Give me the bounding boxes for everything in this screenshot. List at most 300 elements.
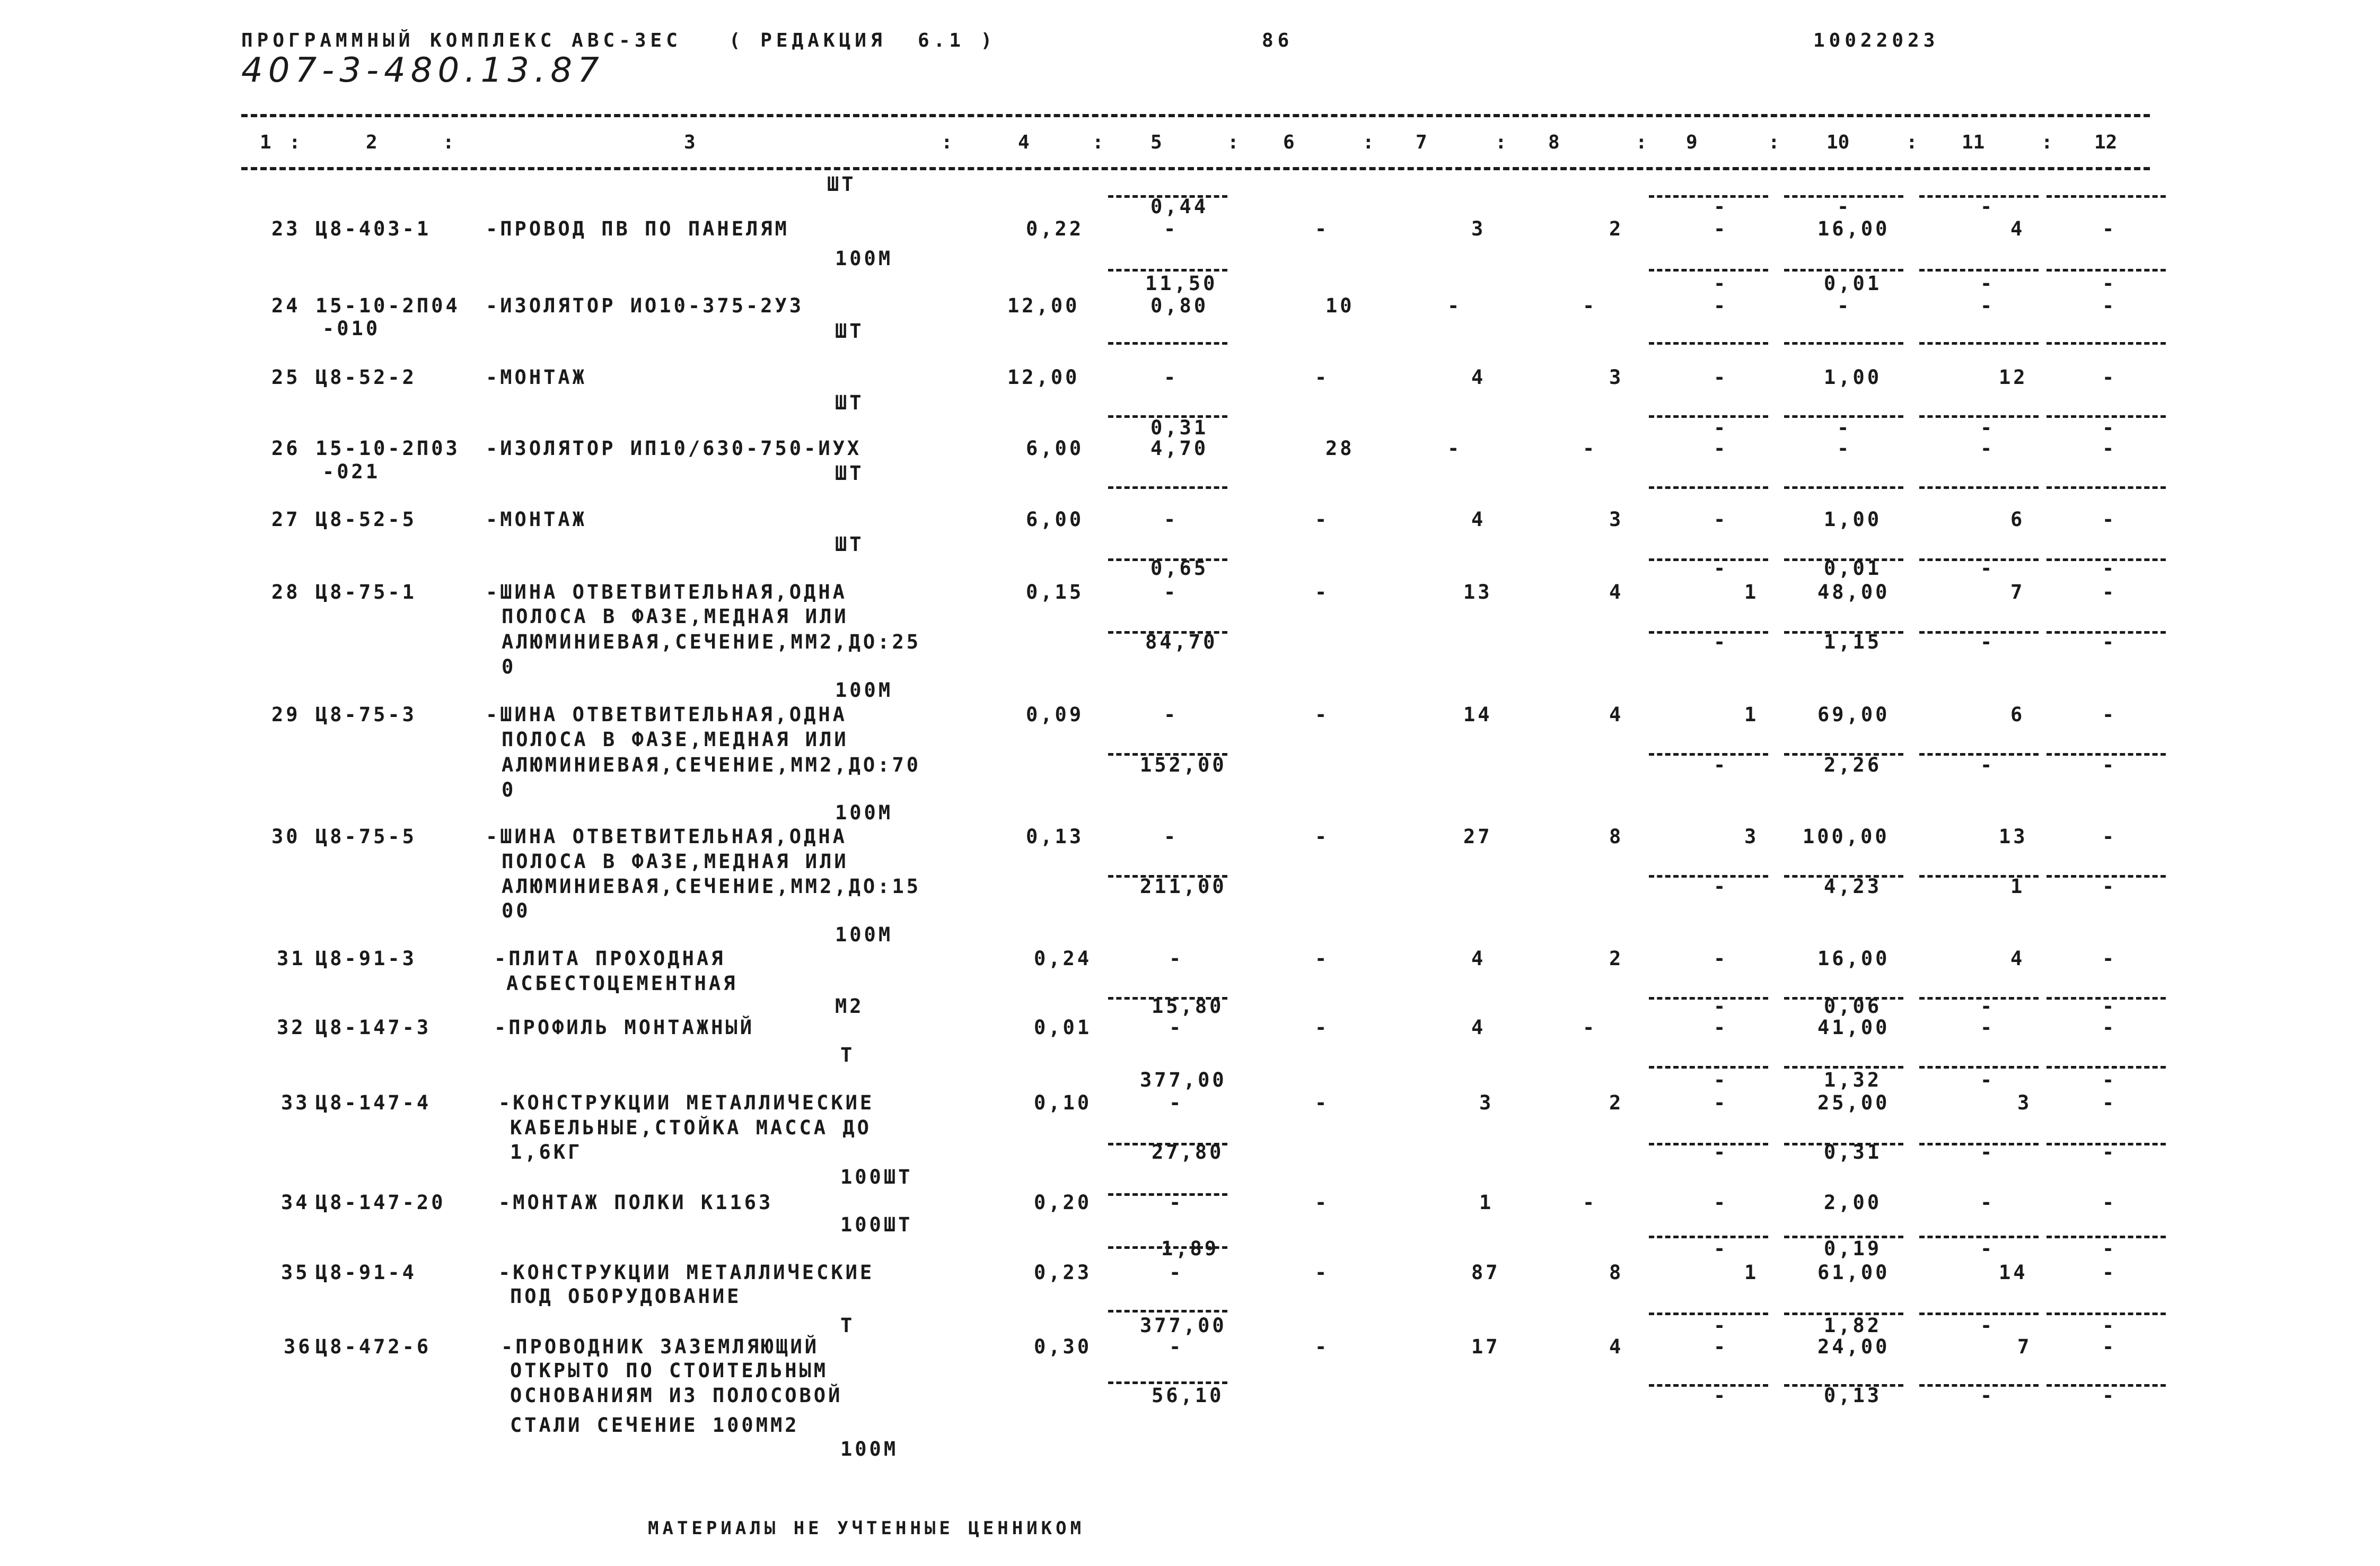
table-cell: - <box>1980 631 1995 653</box>
column-separator: : <box>1227 132 1239 153</box>
dashed-separator <box>1919 1236 2039 1238</box>
table-cell: 29 <box>271 703 301 726</box>
table-cell: 13 <box>1999 825 2028 848</box>
program-title: ПРОГРАММНЫЙ КОМПЛЕКС АВС-3ЕС ( РЕДАКЦИЯ 6.1 ) <box>241 30 997 51</box>
column-number: 10 <box>1826 132 1850 153</box>
table-cell: 61,00 <box>1817 1261 1890 1284</box>
table-cell: - <box>1447 294 1462 317</box>
table-cell: 1,6КГ <box>510 1141 583 1163</box>
table-cell: КАБЕЛЬНЫЕ,СТОЙКА МАССА ДО <box>510 1116 872 1139</box>
dashed-separator <box>1784 415 1903 418</box>
table-cell: - <box>1714 631 1728 653</box>
table-cell: ОТКРЫТО ПО СТОИТЕЛЬНЫМ <box>510 1359 829 1382</box>
dashed-separator <box>1108 1246 1227 1249</box>
column-number: 3 <box>684 132 696 153</box>
table-cell: 16,00 <box>1817 947 1890 970</box>
table-cell: -ИЗОЛЯТОР ИП10/630-750-ИУХ <box>486 437 862 460</box>
table-cell: 1,32 <box>1824 1069 1882 1091</box>
table-cell: - <box>2102 581 2117 603</box>
table-cell: -ШИНА ОТВЕТВИТЕЛЬНАЯ,ОДНА <box>486 825 847 848</box>
table-cell: 0,80 <box>1151 294 1209 317</box>
dashed-separator <box>1649 631 1768 634</box>
table-cell: 0,31 <box>1824 1141 1882 1163</box>
table-cell: -010 <box>322 317 381 340</box>
dashed-separator <box>1108 342 1227 345</box>
dashed-separator <box>1108 997 1227 1000</box>
table-cell: 4 <box>2010 217 2025 240</box>
table-cell: -КОНСТРУКЦИИ МЕТАЛЛИЧЕСКИЕ <box>498 1091 875 1114</box>
table-cell: -ПРОВОД ПВ ПО ПАНЕЛЯМ <box>486 217 789 240</box>
table-cell: - <box>1980 195 1995 218</box>
table-cell: 100ШТ <box>840 1213 913 1236</box>
table-cell: - <box>1315 581 1330 603</box>
table-cell: - <box>2102 1237 2117 1260</box>
table-cell: ПОЛОСА В ФАЗЕ,МЕДНАЯ ИЛИ <box>502 850 849 873</box>
table-cell: - <box>1315 1335 1330 1358</box>
table-cell: - <box>1169 1091 1184 1114</box>
table-cell: Ц8-147-4 <box>315 1091 432 1114</box>
table-cell: 11,50 <box>1145 272 1218 295</box>
table-cell: 48,00 <box>1817 581 1890 603</box>
table-cell: 2 <box>1609 947 1624 970</box>
table-cell: 15-10-2П03 <box>315 437 460 460</box>
table-cell: 1,15 <box>1824 631 1882 653</box>
table-cell: 15-10-2П04 <box>315 294 460 317</box>
table-cell: ШТ <box>835 320 864 343</box>
table-cell: -021 <box>322 460 381 483</box>
table-cell: 0,19 <box>1824 1237 1882 1260</box>
table-cell: - <box>1714 294 1728 317</box>
table-cell: - <box>1714 754 1728 776</box>
dashed-separator <box>1108 753 1227 756</box>
table-cell: 26 <box>271 437 301 460</box>
table-cell: АЛЮМИНИЕВАЯ,СЕЧЕНИЕ,ММ2,ДО:15 <box>502 875 921 898</box>
table-cell: АСБЕСТОЦЕМЕНТНАЯ <box>506 972 738 995</box>
dashed-separator <box>1919 997 2039 1000</box>
table-cell: 4 <box>2010 947 2025 970</box>
table-cell: - <box>1315 1016 1330 1039</box>
dashed-separator <box>1649 875 1768 878</box>
table-cell: 7 <box>2017 1335 2032 1358</box>
table-cell: - <box>1714 1091 1728 1114</box>
table-cell: 87 <box>1471 1261 1500 1284</box>
dashed-separator <box>2047 1066 2166 1069</box>
table-cell: 6,00 <box>1026 437 1084 460</box>
table-cell: - <box>1169 947 1184 970</box>
table-cell: Ц8-472-6 <box>315 1335 432 1358</box>
table-cell: - <box>1169 1191 1184 1214</box>
dashed-separator <box>2047 486 2166 489</box>
table-cell: ШТ <box>835 533 864 556</box>
table-cell: - <box>1714 195 1728 218</box>
table-cell: 2 <box>1609 217 1624 240</box>
table-cell: - <box>1714 1384 1728 1407</box>
dashed-separator <box>1919 631 2039 634</box>
table-cell: - <box>1714 557 1728 580</box>
column-separator: : <box>2041 132 2053 153</box>
table-cell: Ц8-91-4 <box>315 1261 417 1284</box>
table-cell: 377,00 <box>1140 1069 1227 1091</box>
table-cell: -ШИНА ОТВЕТВИТЕЛЬНАЯ,ОДНА <box>486 581 847 603</box>
table-cell: -МОНТАЖ <box>486 508 587 531</box>
table-cell: 0,15 <box>1026 581 1084 603</box>
table-cell: - <box>2102 825 2117 848</box>
dashed-separator <box>1649 269 1768 272</box>
table-cell: 24 <box>271 294 301 317</box>
table-cell: 0,01 <box>1824 272 1882 295</box>
table-cell: 4 <box>1471 1016 1486 1039</box>
table-cell: 12,00 <box>1007 366 1080 389</box>
table-cell: 28 <box>1325 437 1355 460</box>
page-number: 86 <box>1262 30 1294 51</box>
dashed-separator <box>1108 486 1227 489</box>
dashed-separator <box>1919 195 2039 198</box>
table-cell: 7 <box>2010 581 2025 603</box>
table-cell: 0,31 <box>1151 416 1209 439</box>
table-cell: ШТ <box>835 462 864 485</box>
table-cell: - <box>2102 875 2117 898</box>
table-cell: - <box>1164 217 1179 240</box>
table-cell: 3 <box>1471 217 1486 240</box>
dashed-separator <box>1784 997 1903 1000</box>
table-cell: - <box>2102 1141 2117 1163</box>
dashed-separator <box>1649 1313 1768 1315</box>
table-cell: - <box>2102 416 2117 439</box>
dashed-separator <box>2047 195 2166 198</box>
document-code: 10022023 <box>1813 30 1939 51</box>
table-cell: 3 <box>1609 366 1624 389</box>
table-cell: Ц8-52-2 <box>315 366 417 389</box>
table-cell: ШТ <box>827 173 856 196</box>
dashed-separator <box>1784 1236 1903 1238</box>
table-cell: - <box>1980 1016 1995 1039</box>
dashed-separator <box>1784 486 1903 489</box>
table-cell: 0 <box>502 778 516 801</box>
table-cell: 30 <box>271 825 301 848</box>
table-cell: 36 <box>284 1335 313 1358</box>
column-separator: : <box>289 132 301 153</box>
table-cell: 0,20 <box>1034 1191 1092 1214</box>
table-cell: - <box>1315 1091 1330 1114</box>
table-cell: ОСНОВАНИЯМ ИЗ ПОЛОСОВОЙ <box>510 1384 843 1407</box>
table-cell: 4,23 <box>1824 875 1882 898</box>
dashed-separator <box>1649 1384 1768 1387</box>
table-cell: - <box>1315 947 1330 970</box>
table-cell: - <box>1583 1016 1597 1039</box>
table-cell: 3 <box>1609 508 1624 531</box>
table-cell: 8 <box>1609 1261 1624 1284</box>
dashed-separator <box>2047 1236 2166 1238</box>
column-separator: : <box>443 132 454 153</box>
table-cell: 41,00 <box>1817 1016 1890 1039</box>
dashed-separator <box>2047 558 2166 561</box>
table-cell: 0,65 <box>1151 557 1209 580</box>
dashed-separator <box>1108 1143 1227 1145</box>
header-rule-bottom <box>241 167 2150 170</box>
table-cell: - <box>1714 272 1728 295</box>
table-cell: -МОНТАЖ ПОЛКИ К1163 <box>498 1191 774 1214</box>
column-separator: : <box>1906 132 1918 153</box>
table-cell: 2 <box>1609 1091 1624 1114</box>
dashed-separator <box>2047 1384 2166 1387</box>
table-cell: 31 <box>277 947 306 970</box>
table-cell: 1,82 <box>1824 1314 1882 1337</box>
column-number: 6 <box>1283 132 1295 153</box>
table-cell: - <box>1315 217 1330 240</box>
table-cell: 0,30 <box>1034 1335 1092 1358</box>
dashed-separator <box>1784 269 1903 272</box>
table-cell: 0,22 <box>1026 217 1084 240</box>
table-cell: - <box>1714 1335 1728 1358</box>
table-cell: - <box>2102 995 2117 1018</box>
table-cell: - <box>2102 294 2117 317</box>
column-number: 8 <box>1548 132 1560 153</box>
dashed-separator <box>1919 753 2039 756</box>
dashed-separator <box>1784 753 1903 756</box>
table-cell: 00 <box>502 899 531 922</box>
table-cell: - <box>1714 995 1728 1018</box>
table-cell: -ИЗОЛЯТОР ИО10-375-2У3 <box>486 294 804 317</box>
table-cell: 1 <box>1744 581 1759 603</box>
handwritten-project-number: 407-3-480.13.87 <box>241 51 604 90</box>
table-cell: 0,44 <box>1151 195 1209 218</box>
table-cell: -МОНТАЖ <box>486 366 587 389</box>
table-cell: 0 <box>502 655 516 678</box>
table-cell: - <box>1583 1191 1597 1214</box>
dashed-separator <box>1649 753 1768 756</box>
table-cell: 24,00 <box>1817 1335 1890 1358</box>
table-cell: - <box>1315 366 1330 389</box>
table-cell: 0,09 <box>1026 703 1084 726</box>
table-cell: - <box>1169 1261 1184 1284</box>
table-cell: 4 <box>1609 703 1624 726</box>
table-cell: 4 <box>1471 366 1486 389</box>
table-cell: 35 <box>281 1261 310 1284</box>
table-cell: ПОЛОСА В ФАЗЕ,МЕДНАЯ ИЛИ <box>502 605 849 628</box>
table-cell: - <box>2102 631 2117 653</box>
table-cell: - <box>1714 217 1728 240</box>
table-cell: - <box>1714 875 1728 898</box>
table-cell: - <box>1837 195 1852 218</box>
table-cell: -ШИНА ОТВЕТВИТЕЛЬНАЯ,ОДНА <box>486 703 847 726</box>
table-cell: - <box>2102 754 2117 776</box>
table-cell: - <box>1980 272 1995 295</box>
table-cell: - <box>1714 366 1728 389</box>
table-cell: - <box>1980 1384 1995 1407</box>
dashed-separator <box>1919 1384 2039 1387</box>
table-cell: 4 <box>1609 1335 1624 1358</box>
table-cell: - <box>1980 995 1995 1018</box>
table-cell: - <box>1447 437 1462 460</box>
table-cell: 10 <box>1325 294 1355 317</box>
table-cell: - <box>1980 437 1995 460</box>
table-cell: 15,80 <box>1152 995 1224 1018</box>
table-cell: - <box>1714 1141 1728 1163</box>
dashed-separator <box>2047 875 2166 878</box>
table-cell: 33 <box>281 1091 310 1114</box>
dashed-separator <box>1919 269 2039 272</box>
table-cell: 4,70 <box>1151 437 1209 460</box>
table-cell: - <box>1980 294 1995 317</box>
table-cell: 4 <box>1609 581 1624 603</box>
table-cell: - <box>2102 557 2117 580</box>
table-cell: 13 <box>1463 581 1492 603</box>
table-cell: 100ШТ <box>840 1166 913 1188</box>
table-cell: - <box>1164 581 1179 603</box>
table-cell: - <box>1315 1261 1330 1284</box>
table-cell: 100М <box>835 801 893 824</box>
dashed-separator <box>1108 269 1227 272</box>
table-cell: 3 <box>2017 1091 2032 1114</box>
table-cell: Т <box>840 1314 855 1337</box>
table-cell: Ц8-52-5 <box>315 508 417 531</box>
table-cell: 23 <box>271 217 301 240</box>
dashed-separator <box>1649 997 1768 1000</box>
table-cell: - <box>1714 1314 1728 1337</box>
table-cell: ПОЛОСА В ФАЗЕ,МЕДНАЯ ИЛИ <box>502 728 849 751</box>
table-cell: 1,00 <box>1824 366 1882 389</box>
table-cell: 27 <box>271 508 301 531</box>
column-separator: : <box>1495 132 1507 153</box>
dashed-separator <box>1919 486 2039 489</box>
table-cell: Т <box>840 1044 855 1066</box>
table-cell: 25 <box>271 366 301 389</box>
table-cell: 1 <box>1479 1191 1494 1214</box>
dashed-separator <box>1919 875 2039 878</box>
table-cell: -ПРОФИЛЬ МОНТАЖНЫЙ <box>494 1016 754 1039</box>
column-number: 7 <box>1416 132 1427 153</box>
table-cell: 6 <box>2010 703 2025 726</box>
table-cell: 100М <box>835 923 893 946</box>
table-cell: Ц8-75-1 <box>315 581 417 603</box>
column-number: 12 <box>2094 132 2118 153</box>
table-cell: Ц8-75-3 <box>315 703 417 726</box>
table-cell: 0,01 <box>1034 1016 1092 1039</box>
table-cell: 4 <box>1471 508 1486 531</box>
table-cell: 0,01 <box>1824 557 1882 580</box>
table-cell: - <box>2102 1016 2117 1039</box>
table-cell: 4 <box>1471 947 1486 970</box>
table-cell: 1 <box>1744 703 1759 726</box>
table-cell: - <box>1980 1069 1995 1091</box>
dashed-separator <box>1784 1313 1903 1315</box>
table-cell: - <box>2102 703 2117 726</box>
dashed-separator <box>1784 342 1903 345</box>
table-cell: 1 <box>1744 1261 1759 1284</box>
table-cell: - <box>1714 947 1728 970</box>
dashed-separator <box>1649 195 1768 198</box>
table-cell: - <box>2102 1335 2117 1358</box>
column-separator: : <box>1768 132 1780 153</box>
table-cell: 211,00 <box>1140 875 1227 898</box>
table-cell: - <box>1980 1141 1995 1163</box>
table-cell: 2,26 <box>1824 754 1882 776</box>
table-cell: 8 <box>1609 825 1624 848</box>
table-cell: 17 <box>1471 1335 1500 1358</box>
table-cell: 34 <box>281 1191 310 1214</box>
column-number: 11 <box>1962 132 1985 153</box>
dashed-separator <box>1649 486 1768 489</box>
dashed-separator <box>1108 558 1227 561</box>
table-cell: - <box>1583 294 1597 317</box>
dashed-separator <box>2047 997 2166 1000</box>
table-cell: - <box>1164 703 1179 726</box>
table-cell: 2,00 <box>1824 1191 1882 1214</box>
table-cell: - <box>1714 1191 1728 1214</box>
dashed-separator <box>1784 1143 1903 1145</box>
table-cell: Ц8-75-5 <box>315 825 417 848</box>
table-cell: - <box>1169 1335 1184 1358</box>
dashed-separator <box>1649 1236 1768 1238</box>
table-cell: 1,00 <box>1824 508 1882 531</box>
dashed-separator <box>1784 631 1903 634</box>
table-cell: 3 <box>1744 825 1759 848</box>
table-cell: - <box>1315 1191 1330 1214</box>
table-cell: 0,24 <box>1034 947 1092 970</box>
dashed-separator <box>1649 1066 1768 1069</box>
dashed-separator <box>1108 1381 1227 1384</box>
dashed-separator <box>1649 1143 1768 1145</box>
table-cell: - <box>2102 947 2117 970</box>
table-cell: -ПРОВОДНИК ЗАЗЕМЛЯЮЩИЙ <box>501 1335 820 1358</box>
table-cell: Ц8-147-3 <box>315 1016 432 1039</box>
table-cell: - <box>1837 416 1852 439</box>
table-cell: 100М <box>840 1438 899 1460</box>
table-cell: - <box>1169 1016 1184 1039</box>
table-cell: - <box>2102 1091 2117 1114</box>
table-cell: 14 <box>1999 1261 2028 1284</box>
table-cell: - <box>1583 437 1597 460</box>
dashed-separator <box>1784 195 1903 198</box>
column-number: 5 <box>1151 132 1162 153</box>
table-cell: - <box>1714 437 1728 460</box>
table-cell: - <box>1980 416 1995 439</box>
table-cell: 84,70 <box>1145 631 1218 653</box>
table-cell: - <box>2102 217 2117 240</box>
column-number: 4 <box>1018 132 1030 153</box>
footer-note: МАТЕРИАЛЫ НЕ УЧТЕННЫЕ ЦЕННИКОМ <box>648 1518 1085 1539</box>
table-cell: 56,10 <box>1152 1384 1224 1407</box>
dashed-separator <box>1919 1313 2039 1315</box>
table-cell: 152,00 <box>1140 754 1227 776</box>
table-cell: 0,13 <box>1026 825 1084 848</box>
table-cell: 100М <box>835 247 893 270</box>
dashed-separator <box>1108 631 1227 634</box>
table-cell: - <box>2102 1314 2117 1337</box>
table-cell: - <box>1714 1016 1728 1039</box>
table-cell: СТАЛИ СЕЧЕНИЕ 100ММ2 <box>510 1414 800 1437</box>
dashed-separator <box>1784 1066 1903 1069</box>
column-separator: : <box>941 132 953 153</box>
table-cell: 27,80 <box>1152 1141 1224 1163</box>
table-cell: 14 <box>1463 703 1492 726</box>
table-cell: - <box>1980 1314 1995 1337</box>
column-separator: : <box>1636 132 1647 153</box>
table-cell: - <box>1714 1237 1728 1260</box>
table-cell: Ц8-403-1 <box>315 217 432 240</box>
table-cell: 377,00 <box>1140 1314 1227 1337</box>
table-cell: 32 <box>277 1016 306 1039</box>
table-cell: 0,10 <box>1034 1091 1092 1114</box>
dashed-separator <box>1784 875 1903 878</box>
dashed-separator <box>2047 415 2166 418</box>
table-cell: - <box>1980 1191 1995 1214</box>
table-cell: 25,00 <box>1817 1091 1890 1114</box>
column-number: 2 <box>366 132 377 153</box>
dashed-separator <box>1919 1143 2039 1145</box>
dashed-separator <box>1649 558 1768 561</box>
table-cell: 100,00 <box>1803 825 1890 848</box>
